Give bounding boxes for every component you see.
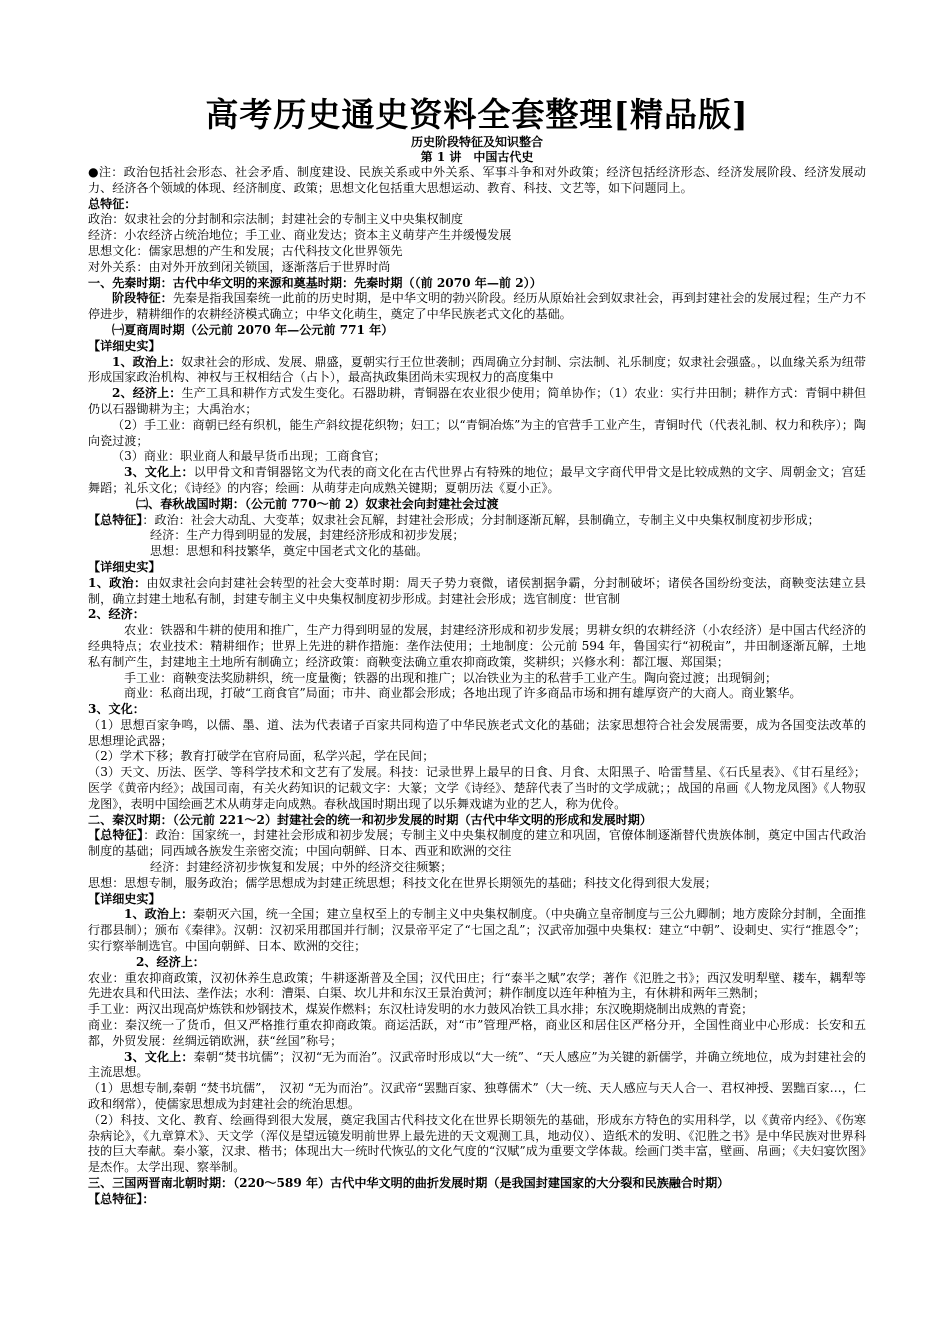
s1-stage-text: 先秦是指我国秦统一此前的历史时期，是中华文明的勃兴阶段。经历从原始社会到奴隶社会，再到封建社会的发展过程；生产力不停进步，精耕细作的农耕经济模式确立；中华文化萌生，奠定了中华民族老式文化的基础。 <box>88 291 866 322</box>
s1b-summary-economy: 经济：生产力得到明显的发展，封建经济形成和初步发展； <box>150 528 465 543</box>
s2-economy-label: 2、经济上： <box>136 954 205 969</box>
s3-summary-label: 【总特征】： <box>88 1191 155 1206</box>
s1a-heading: ㈠夏商周时期（公元前 2070 年—公元前 771 年） <box>112 322 394 337</box>
detail-heading: 【详细史实】 <box>88 891 161 906</box>
detail-heading: 【详细史实】 <box>88 338 161 353</box>
detail-heading: 【详细史实】 <box>88 559 161 574</box>
s2-summary-thought: 思想：思想专制，服务政治；儒学思想成为封建正统思想；科技文化在世界长期领先的基础；科技文化得到很大发展； <box>88 875 717 890</box>
s1b-culture-1: （1）思想百家争鸣，以儒、墨、道、法为代表诸子百家共同构造了中华民族老式文化的基础；法家思想符合社会发展需要，成为各国变法改革的思想理论武器； <box>88 717 866 748</box>
s1b-heading: ㈡、春秋战国时期：（公元前 770～前 2）奴隶社会向封建社会过渡 <box>136 496 499 511</box>
document-title: 高考历史通史资料全套整理[精品版] <box>205 95 749 134</box>
s1b-culture-2: （2）学术下移；教育打破学在官府局面，私学兴起，学在民间； <box>88 749 435 764</box>
overall-item: 对外关系：由对外开放到闭关锁国，逐渐落后于世界时尚 <box>88 259 391 274</box>
s1b-summary <box>88 513 866 529</box>
section-3-note: （是我国封建国家的大分裂和民族融合时期） <box>487 1176 730 1190</box>
section-3-title: 三、三国两晋南北朝时期：（220～589 年）古代中华文明的曲折发展时期 <box>88 1176 488 1190</box>
s2-culture-text: 秦朝“焚书坑儒”；汉初“无为而治”。汉武帝时形成以“大一统”、“天人感应”为关键的新儒学，并确立统地位，成为封建社会的主流思想。 <box>88 1049 866 1080</box>
lecture-heading: 第 1 讲 中国古代史 <box>420 150 534 164</box>
s2-agriculture: 农业：重农抑商政策，汉初休养生息政策；牛耕逐渐普及全国；汉代田庄；行“泰半之赋”农学；著作《氾胜之书》；西汉发明犁壁、耧车，耦犁等先进农具和代田法、垄作法；水利：漕渠、白渠、坎儿井和东汉王景治黄河；耕作制度以连年种植为主，有休耕和两年三熟制； <box>88 970 866 1001</box>
s1b-economy-label: 2、经济： <box>88 607 145 622</box>
s1b-politics <box>88 576 866 608</box>
section-1-heading: 一、先秦时期：古代中华文明的来源和奠基时期：先秦时期（（前 2070 年—前 2）） <box>88 275 542 290</box>
s1a-culture-text: 以甲骨文和青铜器铭文为代表的商文化在古代世界占有特殊的地位；最早文字商代甲骨文是比较成熟的文字、周朝金文；宫廷舞蹈；礼乐文化；《诗经》的内容；绘画：从萌芽走向成熟关键期；夏朝历法《夏小正》。 <box>88 465 866 495</box>
note-paragraph: ●注：政治包括社会形态、社会矛盾、制度建设、民族关系或中外关系、军事斗争和对外政策；经济包括经济形态、经济发展阶段、经济发展动力、经济各个领域的体现、经济制度、政策；思想文化包括重大思想运动、教育、科技、文艺等，如下问题同上。 <box>88 165 866 195</box>
s2-politics <box>88 907 866 954</box>
s1b-handicraft: 手工业：商鞅变法奖励耕织，统一度量衡；铁器的出现和推广；以冶铁业为主的私营手工业产生。陶向瓷过渡；出现铜剑； <box>124 670 778 685</box>
document-page <box>88 95 866 1208</box>
s2-politics-text: 秦朝灭六国，统一全国；建立皇权至上的专制主义中央集权制度。（中央确立皇帝制度与三公九卿制；地方废除分封制，全面推行郡县制）；颁布《秦律》。汉朝：汉初采用郡国并行制；汉景帝平定了“七国之乱”；汉武帝加强中央集权：建立“中朝”、设刺史、实行“推恩令”；实行察举制选官。中国向朝鲜、日本、欧洲的交往； <box>88 907 866 954</box>
section-3-heading <box>88 1176 866 1192</box>
s1a-politics-label: 1、政治上： <box>112 354 182 369</box>
s2-culture-1: （1）思想专制,秦朝 “焚书坑儒”， 汉初 “无为而治”。汉武帝“罢黜百家、独尊儒术”（大一统、天人感应与天人合一、君权神授、罢黜百家…，仁政和纲常），使儒家思想成为封建社会的统治思想。 <box>88 1081 866 1112</box>
s2-culture-2: （2）科技、文化、教育、绘画得到很大发展，奠定我国古代科技文化在世界长期领先的基础，形成东方特色的实用科学，以《黄帝内经》、《伤寒杂病论》，《九章算术》、天文学（浑仪是望远镜发明前世界上最先进的天文观测工具，地动仪）、造纸术的发明、《氾胜之书》是中华民族对世界科技的巨大奉献。秦小篆，汉隶、楷书；体现出大一统时代恢弘的文化气度的“汉赋”成为重要文学体裁。绘画门类丰富，壁画、帛画；《夫妇宴饮图》是杰作。太学出现、察举制。 <box>88 1112 866 1175</box>
s1a-economy-2: （2）手工业：商朝已经有织机，能生产斜纹提花织物；妇工；以“青铜冶炼”为主的官营手工业产生，青铜时代（代表礼制、权力和秩序）；陶向瓷过渡； <box>88 417 866 448</box>
s1a-politics <box>88 355 866 387</box>
s1b-culture-3: （3）天文、历法、医学、等科学技术和文艺有了发展。科技：记录世界上最早的日食、月食、太阳黑子、哈雷彗星、《石氏星表》、《甘石星经》；医学《黄帝内经》；战国司南，有关火药知识的记载文字：大篆；文学《诗经》、楚辞代表了当时的文学成就；；战国的帛画《人物龙凤图》《人物驭龙图》，表明中国绘画艺术从萌芽走向成熟。春秋战国时期出现了以乐舞戏谑为业的艺人，称为优伶。 <box>88 765 866 811</box>
s2-summary-text: ：政治：国家统一，封建社会形成和初步发展；专制主义中央集权制度的建立和巩固，官僚体制逐渐替代贵族体制，奠定中国古代政治制度的基础；同西域各族发生亲密交流；中国向朝鲜、日本、西亚和欧洲的交往 <box>88 828 866 859</box>
s1b-summary-thought: 思想：思想和科技繁华，奠定中国老式文化的基础。 <box>150 544 429 559</box>
s1b-culture-label: 3、文化： <box>88 702 145 717</box>
s2-culture <box>88 1050 866 1082</box>
s1b-agriculture: 农业：铁器和牛耕的使用和推广，生产力得到明显的发展，封建经济形成和初步发展；男耕女织的农耕经济（小农经济）是中国古代经济的经典特点；农业技术：精耕细作；世界上先进的耕作措施：垄作法使用；土地制度：公元前 594 年，鲁国实行“初税亩”，井田制逐渐瓦解，土地私有制产生，封建地主土地所有制确立；经济政策：商鞅变法确立重农抑商政策，奖耕织；兴修水利：都江堰、郑国渠； <box>88 623 866 669</box>
s2-summary <box>88 828 866 860</box>
s1-stage-label: 阶段特征： <box>112 291 173 306</box>
s1a-economy-text: 生产工具和耕作方式发生变化。石器助耕，青铜器在农业很少使用；简单协作；（1）农业：实行井田制；耕作方式：青铜中耕但仍以石器锄耕为主；大禹治水； <box>88 386 866 416</box>
s2-culture-label: 3、文化上： <box>124 1049 194 1064</box>
s2-handicraft: 手工业：两汉出现高炉炼铁和炒钢技术，煤炭作燃料；东汉杜诗发明的水力鼓风冶铁工具水排；东汉晚期烧制出成熟的青瓷； <box>88 1002 754 1017</box>
s1b-summary-text: ：政治：社会大动乱、大变革；奴隶社会瓦解，封建社会形成；分封制逐渐瓦解，县制确立，专制主义中央集权制度初步形成； <box>142 512 820 527</box>
s2-summary-economy: 经济：封建经济初步恢复和发展；中外的经济交往频繁； <box>150 860 453 875</box>
document-subtitle: 历史阶段特征及知识整合 <box>410 135 543 149</box>
s2-commerce: 商业：秦汉统一了货币，但又严格推行重农抑商政策。商运活跃，对“市”管理严格，商业区和居住区严格分开，全国性商业中心形成：长安和五都，外贸发展：丝绸远销欧洲，获“丝国”称号； <box>88 1018 866 1048</box>
s1b-politics-label: 1、政治： <box>88 575 147 590</box>
s1b-politics-text: 由奴隶社会向封建社会转型的社会大变革时期：周天子势力衰微，诸侯割据争霸，分封制破坏；诸侯各国纷纷变法，商鞅变法建立县制，确立封建土地私有制，封建专制主义中央集权制度初步形成。封建社会形成；选官制度：世官制 <box>88 575 866 606</box>
overall-item: 经济：小农经济占统治地位；手工业、商业发达；资本主义萌芽产生并缓慢发展 <box>88 228 512 243</box>
s1a-culture <box>88 465 866 497</box>
s1a-economy <box>88 386 866 418</box>
s2-politics-label: 1、政治上： <box>124 907 194 922</box>
s1b-commerce: 商业：私商出现，打破“工商食官”局面；市井、商业都会形成；各地出现了许多商品市场和拥有雄厚资产的大商人。商业繁华。 <box>124 686 802 701</box>
s1b-summary-label: 【总特征】 <box>88 512 143 527</box>
s2-summary-label: 【总特征】 <box>88 828 144 843</box>
s1a-culture-label: 3、文化上： <box>124 465 194 480</box>
s1a-economy-label: 2、经济上： <box>112 386 182 401</box>
overall-heading: 总特征： <box>88 196 137 211</box>
section-2-heading: 二、秦汉时期：（公元前 221～2）封建社会的统一和初步发展的时期（古代中华文明的形成和发展时期） <box>88 812 652 827</box>
s1-stage-paragraph <box>88 291 866 323</box>
overall-item: 思想文化：儒家思想的产生和发展；古代科技文化世界领先 <box>88 243 403 258</box>
s1a-politics-text: 奴隶社会的形成、发展、鼎盛，夏朝实行王位世袭制；西周确立分封制、宗法制、礼乐制度；奴隶社会强盛。，以血缘关系为纽带形成国家政治机构、神权与王权相结合（占卜），最高执政集团尚未实现权力的高度集中 <box>88 354 866 385</box>
s1a-economy-3: （3）商业：职业商人和最早货币出现；工商食官； <box>112 449 386 464</box>
overall-item: 政治：奴隶社会的分封制和宗法制；封建社会的专制主义中央集权制度 <box>88 212 463 227</box>
